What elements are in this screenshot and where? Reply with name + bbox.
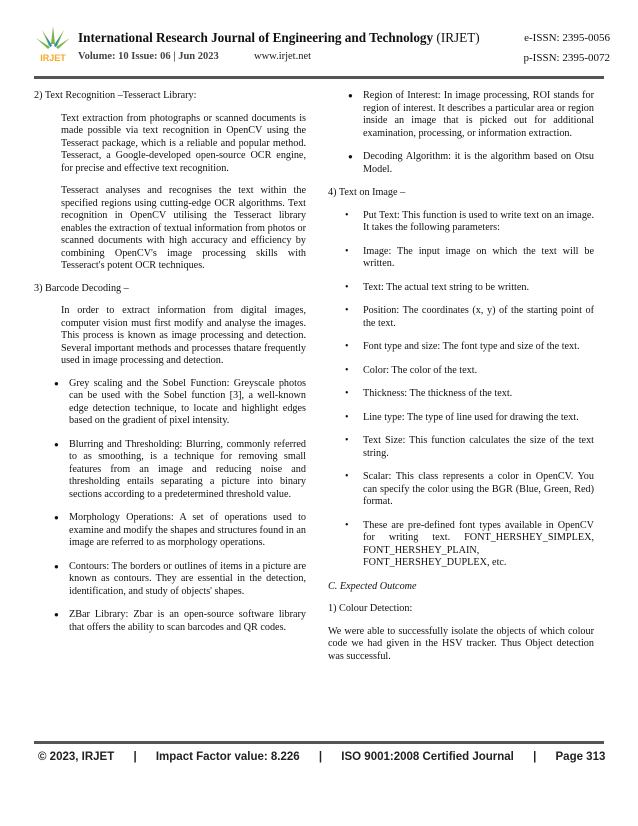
- page-header: [34, 24, 610, 70]
- section-heading: 1) Colour Detection:: [328, 603, 413, 614]
- list-item: • Font type and size: The font type and size of the text.: [363, 341, 594, 354]
- list-item: • Thickness: The thickness of the text.: [363, 388, 594, 401]
- list-item: ● Grey scaling and the Sobel Function: Greyscale photos can be used with the Sobel function [3], a well-known edge detection technique, to locate and highlight edges based on the gradient of pixel intensity.: [69, 378, 306, 428]
- subsection-heading: C. Expected Outcome: [328, 580, 417, 592]
- journal-name: International Research Journal of Engineering and Technology: [78, 30, 434, 45]
- svg-text:IRJET: IRJET: [40, 53, 66, 63]
- copyright: © 2023, IRJET: [38, 751, 115, 763]
- paragraph: Tesseract analyses and recognises the text within the specified regions using cutting-edge OCR algorithms. Text recognition in OpenCV utilising the Tesseract library enables the extraction of textual information from photos or scanned documents with high accuracy and efficiency by combining OpenCV's image processing skills with Tesseract's potent OCR techniques.: [61, 185, 306, 271]
- list-item: • Image: The input image on which the text will be written.: [363, 246, 594, 271]
- pissn: p-ISSN: 2395-0072: [523, 52, 610, 64]
- volume-issue: Volume: 10 Issue: 06 | Jun 2023: [78, 51, 219, 62]
- journal-abbr: (IRJET): [436, 30, 480, 45]
- list-item: • These are pre-defined font types available in OpenCV for writing text. FONT_HERSHEY_SIMPLEX, FONT_HERSHEY_PLAIN, FONT_HERSHEY_DUPLEX, etc.: [363, 520, 594, 570]
- list-item: • Position: The coordinates (x, y) of the starting point of the text.: [363, 305, 594, 330]
- list-item: • Scalar: This class represents a color in OpenCV. You can specify the color using the BGR (Blue, Green, Red) format.: [363, 471, 594, 509]
- paragraph: Text extraction from photographs or scanned documents is made possible via text recognition in OpenCV using the Tesseract package, which is a reliable and popular method. Tesseract, a Google-developed open-source OCR engine, for precise and effective text recognition.: [61, 112, 306, 174]
- section-heading: 2) Text Recognition –Tesseract Library:: [34, 90, 197, 101]
- divider: |: [318, 751, 323, 763]
- list-item: • Text Size: This function calculates the size of the text string.: [363, 435, 594, 460]
- bullet-list: [328, 210, 594, 570]
- irjet-logo: [34, 24, 72, 70]
- list-item: ● ZBar Library: Zbar is an open-source software library that offers the ability to scan barcodes and QR codes.: [69, 609, 306, 634]
- divider: |: [533, 751, 537, 763]
- list-item: ● Region of Interest: In image processing, ROI stands for region of interest. It describes a particular area or region inside an image that is picked out for additional examination, processing, or information extraction.: [363, 90, 594, 140]
- section-heading: 4) Text on Image –: [328, 187, 406, 198]
- eissn: e-ISSN: 2395-0056: [524, 32, 610, 44]
- impact-factor: Impact Factor value: 8.226: [155, 751, 300, 763]
- left-column: [34, 90, 306, 645]
- list-item: • Put Text: This function is used to write text on an image. It takes the following parameters:: [363, 210, 594, 235]
- list-item: ● Blurring and Thresholding: Blurring, commonly referred to as smoothing, is a technique for removing small features from an image and reducing noise and thresholding entails separating a picture into binary sections according to a predetermined threshold value.: [69, 439, 306, 502]
- journal-title: [78, 30, 480, 46]
- divider: |: [133, 751, 137, 763]
- journal-url[interactable]: www.irjet.net: [254, 51, 312, 62]
- list-item: • Line type: The type of line used for drawing the text.: [363, 412, 594, 425]
- list-item: • Color: The color of the text.: [363, 365, 594, 378]
- paragraph: In order to extract information from digital images, computer vision must first modify and analyse the images. This process is known as image processing and detection. Several important methods and processes thatare frequently used in image processing and detection.: [61, 305, 306, 366]
- list-item: • Text: The actual text string to be written.: [363, 282, 594, 295]
- page-footer: [38, 751, 606, 763]
- volume-line: [78, 51, 312, 62]
- right-column: [328, 90, 594, 663]
- list-item: ● Contours: The borders or outlines of items in a picture are known as contours. They are essential in the detection, identification, and study of objects' shapes.: [69, 561, 306, 599]
- list-item: ● Decoding Algorithm: it is the algorithm based on Otsu Model.: [363, 151, 594, 176]
- page-number: Page 313: [555, 751, 606, 763]
- header-rule: [34, 76, 604, 79]
- bullet-list: [328, 90, 594, 176]
- list-item: ● Morphology Operations: A set of operations used to examine and modify the shapes and structures found in an image are referred to as morphology operations.: [69, 512, 306, 550]
- paragraph: We were able to successfully isolate the objects of which colour code we had given in the HSV tracker. Thus Object detection was successful.: [328, 625, 594, 662]
- iso-certification: ISO 9001:2008 Certified Journal: [341, 751, 514, 763]
- section-heading: 3) Barcode Decoding –: [34, 282, 129, 294]
- bullet-list: [34, 378, 306, 635]
- footer-rule: [34, 741, 604, 744]
